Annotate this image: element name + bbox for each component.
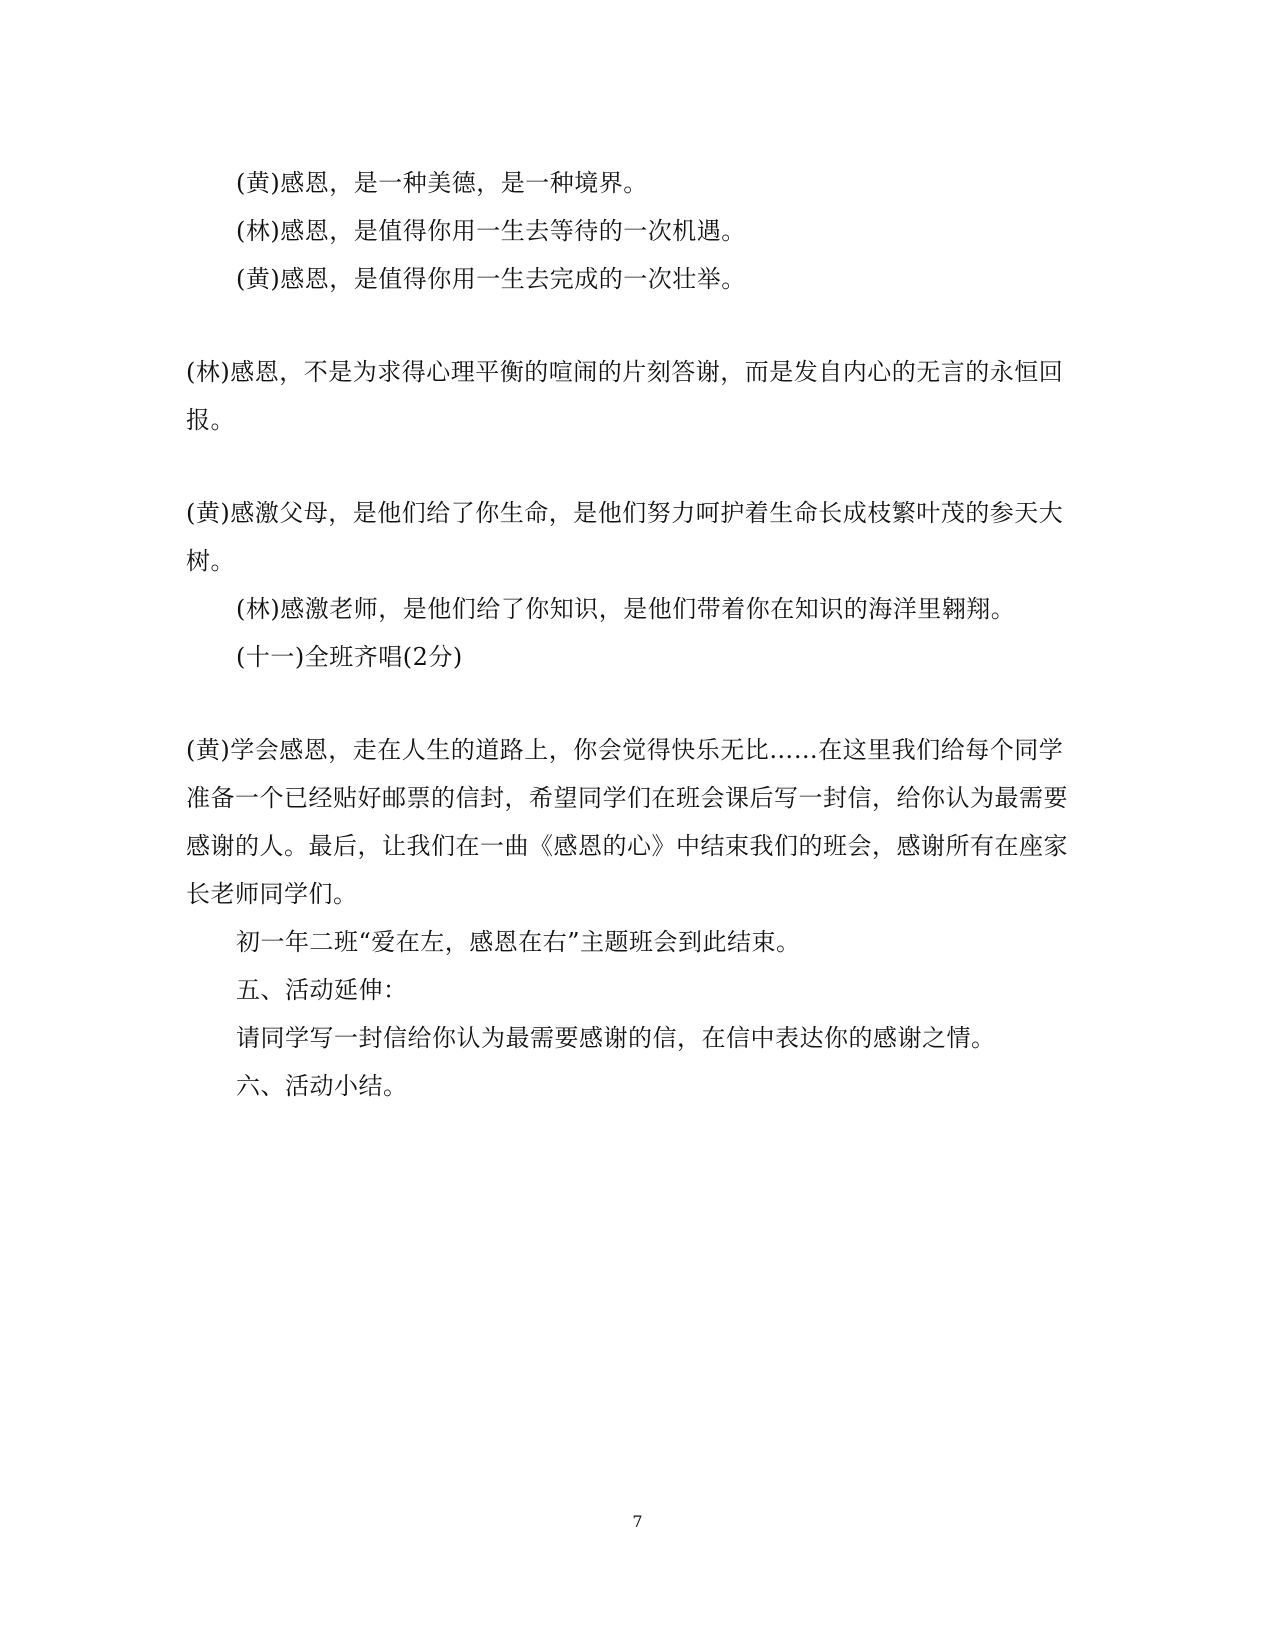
text-line: 树。	[186, 547, 235, 575]
text-line: (林)感恩，不是为求得心理平衡的喧闹的片刻答谢，而是发自内心的无言的永恒回	[186, 358, 1064, 386]
text-line: 初一年二班“爱在左，感恩在右”主题班会到此结束。	[236, 928, 801, 956]
page-number: 7	[632, 1512, 643, 1531]
text-line: (林)感激老师，是他们给了你知识，是他们带着你在知识的海洋里翱翔。	[236, 595, 1016, 623]
text-line: 六、活动小结。	[236, 1072, 408, 1100]
text-line: (林)感恩，是值得你用一生去等待的一次机遇。	[236, 217, 746, 245]
text-line: 报。	[186, 406, 235, 434]
text-line: (黄)感恩，是一种美德，是一种境界。	[236, 169, 648, 197]
text-line: 感谢的人。最后，让我们在一曲《感恩的心》中结束我们的班会，感谢所有在座家	[186, 832, 1068, 860]
text-line: (黄)感恩，是值得你用一生去完成的一次壮举。	[236, 265, 746, 293]
text-line: 请同学写一封信给你认为最需要感谢的信，在信中表达你的感谢之情。	[236, 1024, 996, 1052]
text-line: (黄)学会感恩，走在人生的道路上，你会觉得快乐无比……在这里我们给每个同学	[186, 736, 1064, 764]
text-line: 长老师同学们。	[186, 880, 358, 908]
text-line: (十一)全班齐唱(2分)	[236, 643, 463, 671]
text-line: (黄)感激父母，是他们给了你生命，是他们努力呵护着生命长成枝繁叶茂的参天大	[186, 499, 1064, 527]
text-line: 准备一个已经贴好邮票的信封，希望同学们在班会课后写一封信，给你认为最需要	[186, 784, 1068, 812]
text-line: 五、活动延伸：	[236, 976, 408, 1004]
